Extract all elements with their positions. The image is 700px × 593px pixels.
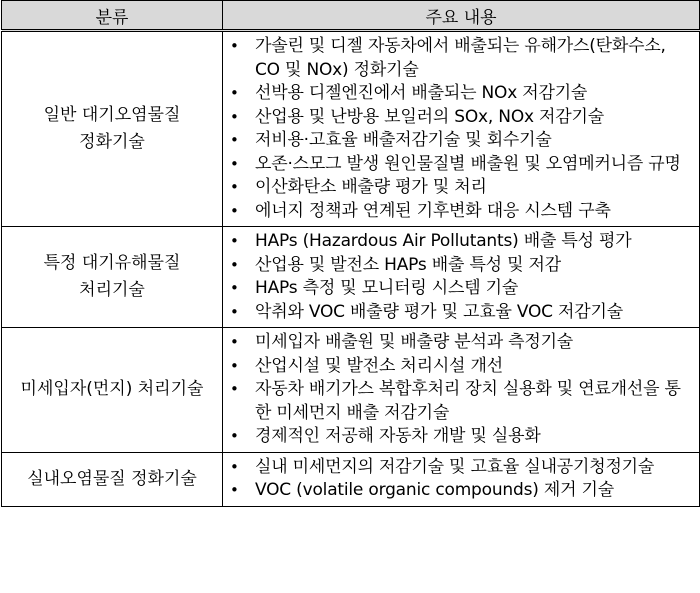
list-item-text: 선박용 디젤엔진에서 배출되는 NOx 저감기술 — [255, 83, 588, 103]
list-item-text: 경제적인 저공해 자동차 개발 및 실용화 — [255, 426, 541, 446]
content-list — [223, 331, 691, 449]
list-item — [223, 106, 691, 130]
bullet-icon: • — [230, 457, 239, 476]
category-cell — [2, 328, 223, 453]
list-item-text: VOC (volatile organic compounds) 제거 기술 — [255, 480, 614, 500]
list-item-text: HAPs (Hazardous Air Pollutants) 배출 특성 평가 — [255, 231, 632, 251]
list-item — [223, 176, 691, 200]
content-cell — [223, 328, 700, 453]
list-item — [223, 331, 691, 355]
list-item — [223, 479, 691, 503]
header-content: 주요 내용 — [223, 1, 700, 31]
classification-table — [1, 0, 700, 507]
bullet-icon: • — [230, 333, 239, 351]
table-row — [2, 452, 700, 506]
category-label: 미세입자(먼지) 처리기술 — [20, 379, 204, 400]
content-list — [223, 456, 691, 503]
bullet-icon: • — [230, 356, 239, 375]
list-item-text: 가솔린 및 디젤 자동차에서 배출되는 유해가스(탄화수소, CO 및 NOx) 정화기술 — [255, 36, 666, 80]
list-item-text: 저비용·고효율 배출저감기술 및 회수기술 — [255, 130, 552, 150]
table-row — [2, 31, 700, 227]
list-item-text: 산업시설 및 발전소 처리시설 개선 — [255, 355, 503, 376]
category-label: 실내오염물질 정화기술 — [27, 468, 197, 489]
list-item-text: 에너지 정책과 연계된 기후변화 대응 시스템 구축 — [255, 200, 611, 221]
category-label: 특정 대기유해물질 처리기술 — [43, 253, 181, 300]
list-item — [223, 355, 691, 379]
bullet-icon: • — [230, 154, 239, 173]
list-item-text: 실내 미세먼지의 저감기술 및 고효율 실내공기청정기술 — [255, 456, 655, 477]
list-item-text: 미세입자 배출원 및 배출량 분석과 측정기술 — [255, 332, 574, 352]
bullet-icon: • — [230, 84, 239, 102]
bullet-icon: • — [230, 302, 239, 321]
list-item — [223, 301, 691, 325]
table-row — [2, 328, 700, 453]
content-list — [223, 35, 691, 223]
bullet-icon: • — [230, 380, 239, 398]
category-cell — [2, 31, 223, 227]
bullet-icon: • — [230, 255, 239, 274]
content-cell — [223, 31, 700, 227]
list-item — [223, 378, 691, 425]
list-item — [223, 82, 691, 106]
bullet-icon: • — [230, 481, 239, 499]
bullet-icon: • — [230, 178, 239, 196]
category-cell — [2, 227, 223, 328]
content-cell — [223, 227, 700, 328]
bullet-icon: • — [230, 279, 239, 297]
list-item-text: 이산화탄소 배출량 평가 및 처리 — [255, 177, 487, 197]
list-item — [223, 425, 691, 449]
list-item — [223, 456, 691, 480]
content-list — [223, 230, 691, 324]
list-item — [223, 153, 691, 177]
category-label: 일반 대기오염물질 정화기술 — [43, 105, 181, 152]
list-item-text: 산업용 및 난방용 보일러의 SOx, NOx 저감기술 — [255, 106, 604, 127]
list-item-text: 오존·스모그 발생 원인물질별 배출원 및 오염메커니즘 규명 — [255, 153, 681, 174]
list-item-text: 자동차 배기가스 복합후처리 장치 실용화 및 연료개선을 통한 미세먼지 배출 저감기술 — [255, 379, 681, 423]
list-item — [223, 129, 691, 153]
table-body — [2, 31, 700, 507]
list-item — [223, 254, 691, 278]
header-category: 분류 — [2, 1, 223, 31]
list-item-text: 악취와 VOC 배출량 평가 및 고효율 VOC 저감기술 — [255, 301, 623, 322]
list-item — [223, 200, 691, 224]
category-cell — [2, 452, 223, 506]
bullet-icon: • — [230, 37, 239, 55]
content-cell — [223, 452, 700, 506]
list-item — [223, 230, 691, 254]
table-header-row — [2, 1, 700, 31]
list-item — [223, 277, 691, 301]
list-item-text: HAPs 측정 및 모니터링 시스템 기술 — [255, 278, 519, 298]
bullet-icon: • — [230, 107, 239, 126]
bullet-icon: • — [230, 427, 239, 445]
bullet-icon: • — [230, 232, 239, 250]
bullet-icon: • — [230, 201, 239, 220]
list-item-text: 산업용 및 발전소 HAPs 배출 특성 및 저감 — [255, 254, 561, 275]
bullet-icon: • — [230, 131, 239, 149]
table-row — [2, 227, 700, 328]
list-item — [223, 35, 691, 82]
